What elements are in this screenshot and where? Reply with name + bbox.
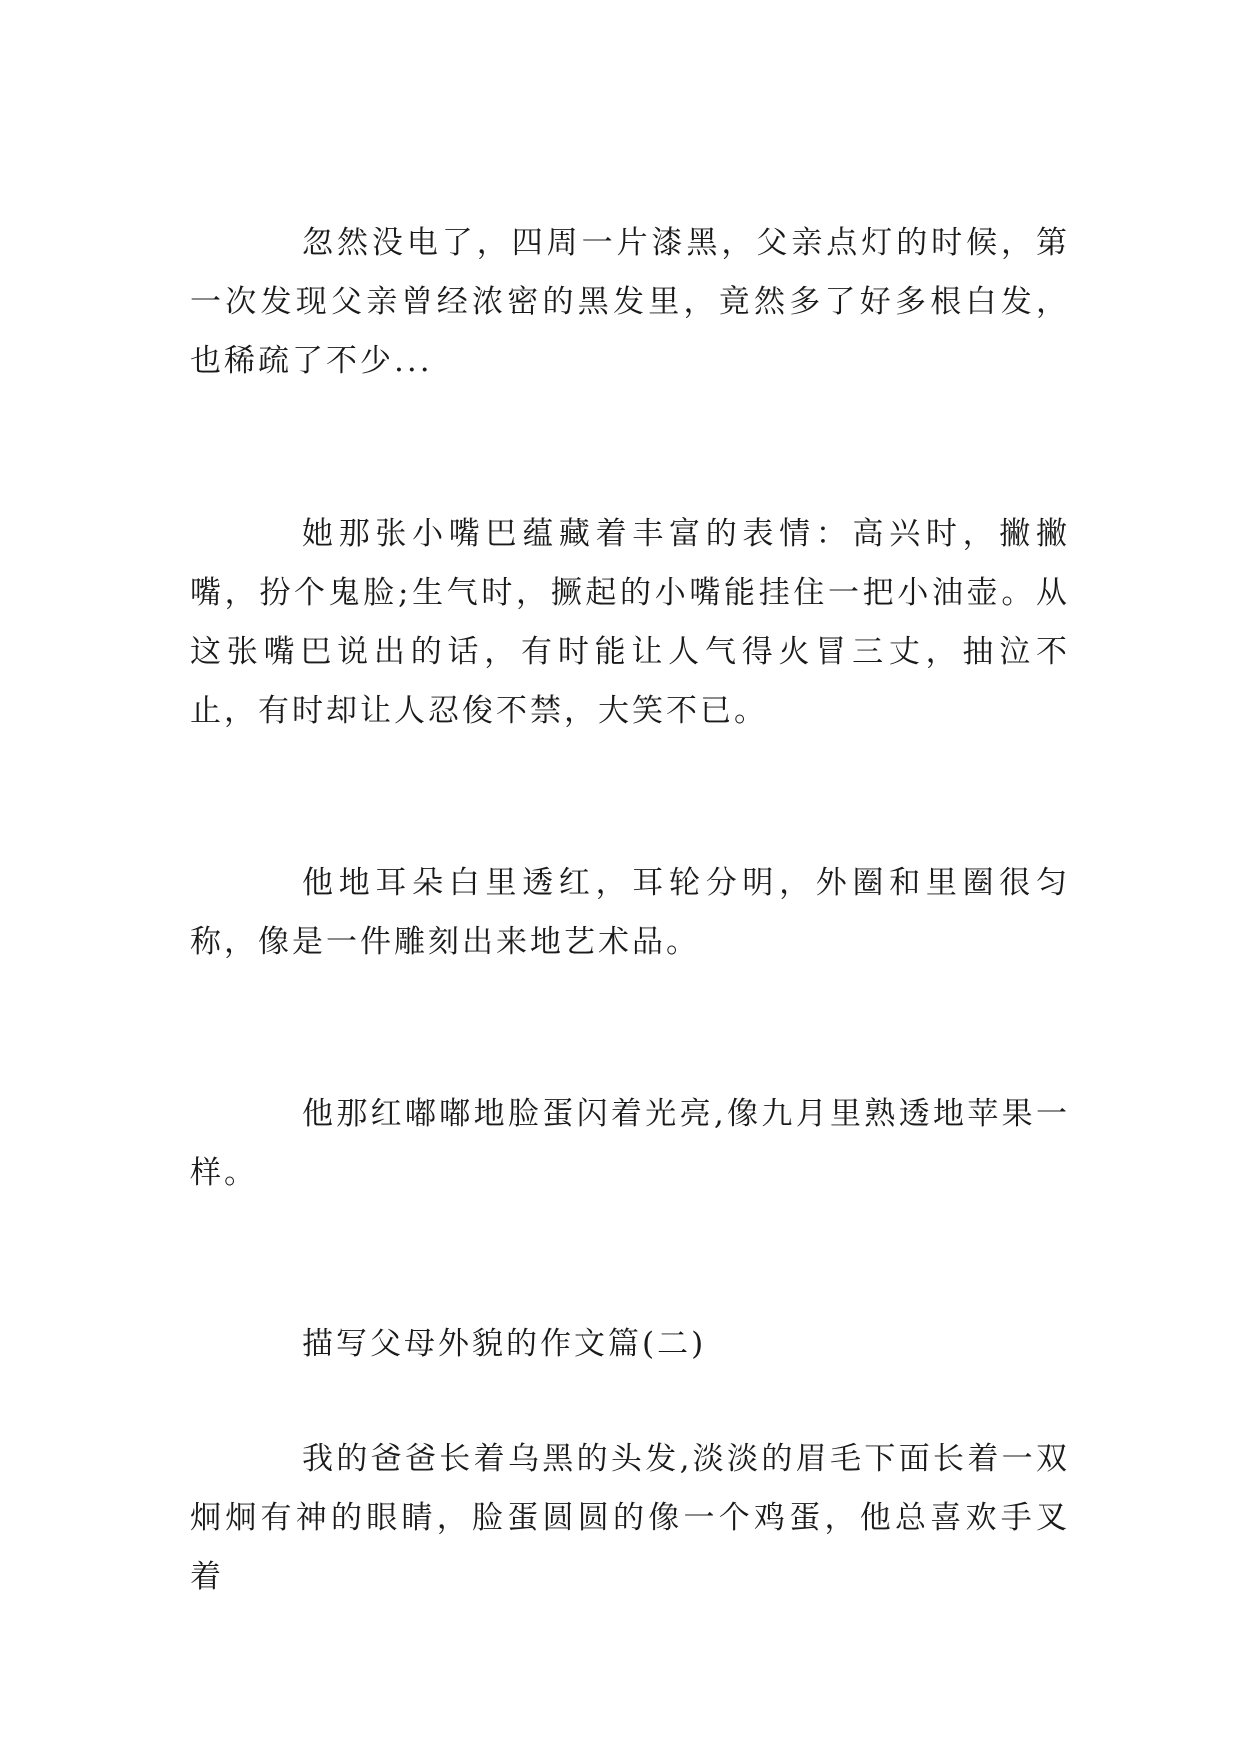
section-heading: 描写父母外貌的作文篇(二)	[302, 1326, 707, 1362]
paragraph-ears: 他地耳朵白里透红，耳轮分明，外圈和里圈很匀称，像是一件雕刻出来地艺术品。	[190, 865, 1070, 960]
paragraph-father-appearance: 我的爸爸长着乌黑的头发,淡淡的眉毛下面长着一双炯炯有神的眼睛，脸蛋圆圆的像一个鸡蛋，他总喜欢手叉着	[190, 1441, 1070, 1595]
paragraph-cheeks: 他那红嘟嘟地脸蛋闪着光亮,像九月里熟透地苹果一样。	[190, 1096, 1070, 1191]
paragraph-power-outage: 忽然没电了，四周一片漆黑，父亲点灯的时候，第一次发现父亲曾经浓密的黑发里，竟然多了好多根白发，也稀疏了不少...	[190, 225, 1070, 379]
paragraph-little-mouth: 她那张小嘴巴蕴藏着丰富的表情：高兴时，撇撇嘴，扮个鬼脸;生气时，撅起的小嘴能挂住一把小油壶。从这张嘴巴说出的话，有时能让人气得火冒三丈，抽泣不止，有时却让人忍俊不禁，大笑不已。	[190, 516, 1070, 729]
